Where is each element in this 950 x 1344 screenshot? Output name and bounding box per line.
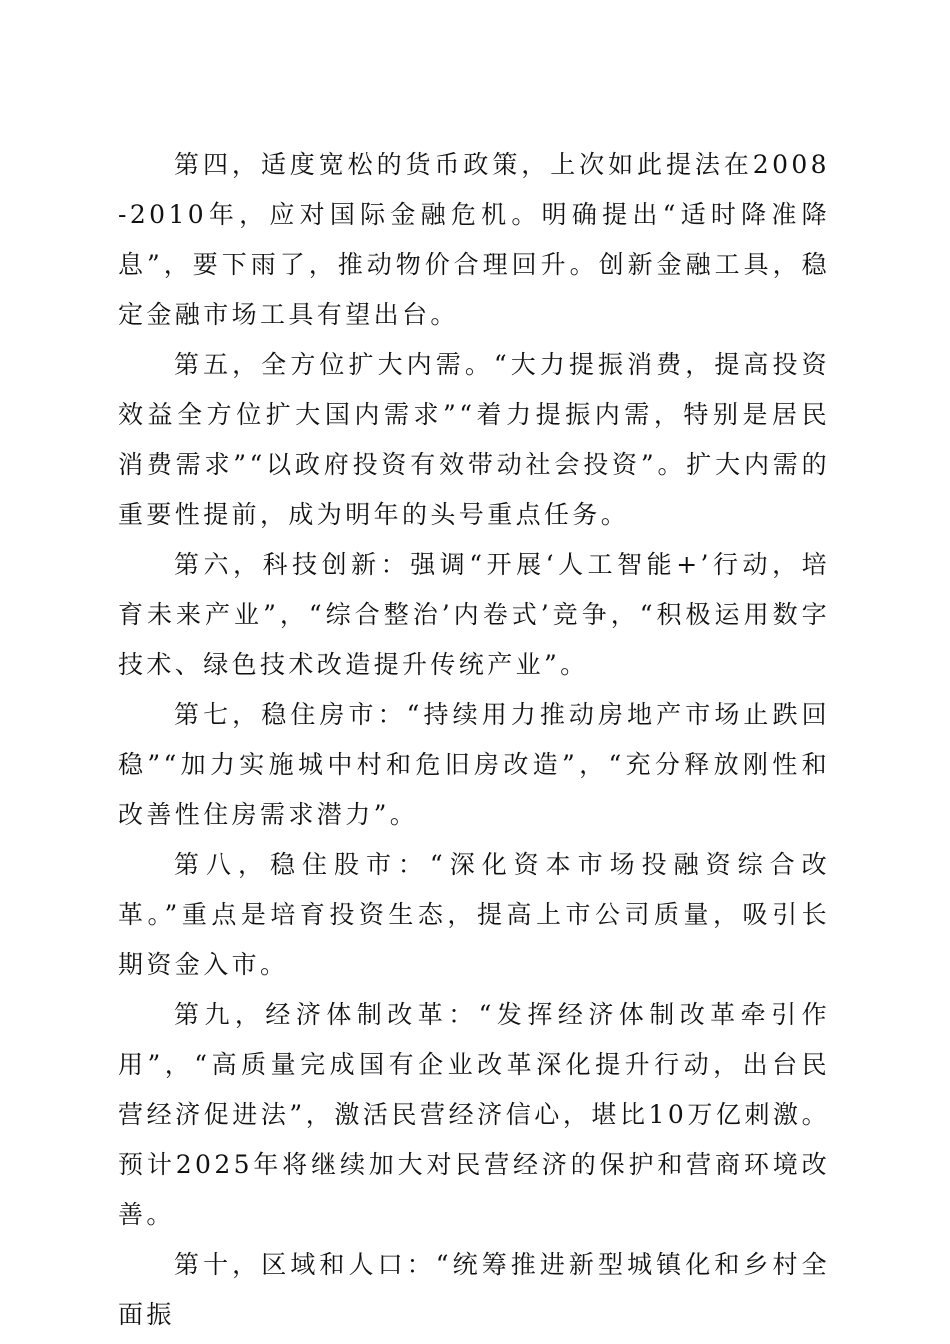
paragraph-monetary-policy: 第四，适度宽松的货币政策，上次如此提法在2008-2010年，应对国际金融危机。明确提出“适时降准降息”，要下雨了，推动物价合理回升。创新金融工具，稳定金融市场工具有望出台。 bbox=[118, 150, 830, 329]
paragraph-domestic-demand: 第五，全方位扩大内需。“大力提振消费，提高投资效益全方位扩大国内需求”“着力提振内需，特别是居民消费需求”“以政府投资有效带动社会投资”。扩大内需的重要性提前，成为明年的头号重点任务。 bbox=[118, 350, 830, 529]
paragraph-tech-innovation: 第六，科技创新：强调“开展‘人工智能+’行动，培育未来产业”，“综合整治’内卷式’竞争，“积极运用数字技术、绿色技术改造提升传统产业”。 bbox=[118, 550, 830, 679]
paragraph-housing-market: 第七，稳住房市：“持续用力推动房地产市场止跌回稳”“加力实施城中村和危旧房改造”，“充分释放刚性和改善性住房需求潜力”。 bbox=[118, 700, 830, 829]
paragraph-stock-market: 第八，稳住股市：“深化资本市场投融资综合改革。”重点是培育投资生态，提高上市公司质量，吸引长期资金入市。 bbox=[118, 850, 830, 979]
paragraph-economic-reform: 第九，经济体制改革：“发挥经济体制改革牵引作用”，“高质量完成国有企业改革深化提升行动，出台民营经济促进法”，激活民营经济信心，堪比10万亿刺激。预计2025年将继续加大对民营经济的保护和营商环境改善。 bbox=[118, 1000, 830, 1229]
document-body bbox=[118, 140, 830, 1340]
paragraph-region-population: 第十，区域和人口：“统筹推进新型城镇化和乡村全面振 bbox=[118, 1250, 830, 1329]
